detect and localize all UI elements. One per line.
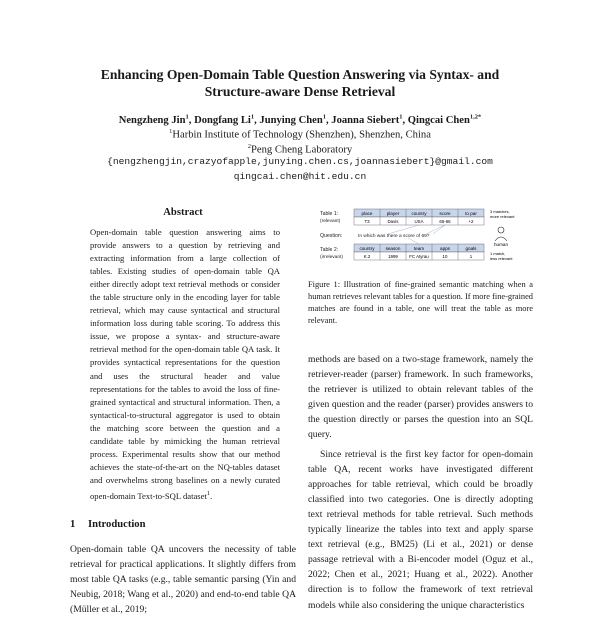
abstract-body: Open-domain table question answering aims to provide answers to a question by retrieving and extracting information from a large collection of tables. Existing studies of open-domain table QA either directly adopt text retrieval methods or consider the table structure only in the encoding layer for table retrieval, which may cause syntactical and structural information loss during table scoring. To address this issue, we propose a syntax- and structure-aware retrieval method for the open-domain table QA task. It provides syntactical representations for the question and uses the structural header and value representations for the tables to avoid the loss of fine-grained syntactical and structural information. Then, a syntactical-to-structural aggregator is used to obtain the matching score between the question and a candidate table by mimicking the human retrieval process. Experimental results show that our method achieves the state-of-the-art on the NQ-tables dataset and overwhelms strong baselines on a newly curated open-domain Text-to-SQL dataset$^1$. (90, 227, 280, 501)
fig-t1-value: T3 (364, 219, 370, 224)
affiliation-1: $^1$Harbin Institute of Technology (Shenzhen), Shenzhen, China (169, 128, 431, 141)
fig-t2-header: apps (440, 246, 450, 251)
author: Dongfang Li$^1$, (194, 113, 260, 126)
right-column-text (308, 352, 533, 613)
fig-t2-header: country (359, 246, 375, 251)
emails-line-2: qingcai.chen@hit.edu.cn (233, 171, 367, 182)
fig-t1-value: Davis (387, 219, 399, 224)
fig-t1-header: to par (465, 211, 477, 216)
fig-t1-header: player (386, 211, 400, 216)
fig-table-1 (354, 209, 484, 225)
figure-caption: Figure 1: Illustration of fine-grained semantic matching when a human retrieves relevant tables for a question. If more fine-grained matches are found in a table, one will treat the table as more relevant. (308, 280, 533, 325)
section-heading: 1 Introduction (70, 519, 146, 530)
fig-t2-header: season (385, 246, 401, 251)
fig-t2-value: FC Atyrau (409, 254, 429, 259)
fig-t1-value: 66-66 (439, 219, 451, 224)
fig-note-bottom: 1 match, (490, 251, 506, 256)
fig-t2-header: team (413, 246, 425, 251)
fig-table1-sub: (relevant) (320, 219, 341, 224)
fig-t2-value: 1 (469, 254, 473, 259)
fig-table1-label: Table 1: (320, 211, 339, 217)
right-paragraph-1: methods are based on a two-stage framework, namely the retriever-reader (parser) framework. In such frameworks, the retriever is utilized to obtain relevant tables of the given question and the reader (parser) provides answers to the question directly or parses the question into an SQL query. (308, 354, 533, 441)
abstract-heading: Abstract (163, 207, 203, 218)
fig-note-top-2: more relevant (490, 214, 515, 219)
fig-human-label: human (493, 242, 509, 247)
fig-t2-header: goals (465, 246, 477, 251)
fig-t1-value: USA (414, 219, 424, 224)
fig-table2-sub: (irrelevant) (320, 255, 343, 260)
fig-t1-header: country (411, 211, 427, 216)
human-icon (495, 227, 507, 241)
fig-table2-label: Table 2: (320, 247, 339, 253)
affiliation-2: $^2$Peng Cheng Laboratory (247, 143, 353, 156)
author: Junying Chen$^1$, (259, 113, 332, 126)
fig-t1-header: score (439, 211, 451, 216)
fig-note-bottom-2: less relevant (490, 256, 513, 261)
fig-note-top: 3 matches, (490, 209, 510, 214)
title-line-1: Enhancing Open-Domain Table Question Answering via Syntax- and (100, 67, 500, 82)
author: Joanna Siebert$^1$, (331, 113, 408, 126)
title-line-2: Structure-aware Dense Retrieval (204, 84, 396, 99)
fig-match-lines (388, 225, 445, 234)
paper-title (40, 66, 560, 100)
fig-t2-value: 10 (442, 254, 448, 259)
fig-t1-header: place (361, 211, 373, 216)
author: Qingcai Chen$^{1,2*}$ (407, 113, 482, 126)
fig-t2-value: K.2 (363, 254, 371, 259)
intro-paragraph: Open-domain table QA uncovers the necessity of table retrieval for practical applications. It slightly differs from most table QA tasks (e.g., table semantic parsing (Yin and Neubig, 2018; Wang et al., 2020) and end-to-end table QA (Müller et al., 2019; (70, 544, 296, 615)
author: Nengzheng Jin$^1$, (118, 113, 195, 126)
fig-t1-value: +2 (468, 219, 474, 224)
fig-table-2 (354, 244, 484, 260)
emails-line-1: {nengzhengjin,crazyofapple,junying.chen.cs,joannasiebert}@gmail.com (107, 156, 493, 167)
figure-1 (318, 206, 530, 268)
fig-question-label: Question: (320, 233, 343, 239)
right-paragraph-2: Since retrieval is the first key factor for open-domain table QA, recent works have investigated different approaches for table retrieval, which could be broadly classified into two categories. One is directly adopting text retrieval methods for table retrieval. Such methods typically linearize the tables into text and apply sparse text retrieval (e.g., BM25) (Li et al., 2021) or dense passage retrieval with a Bi-encoder model (Oguz et al., 2022; Chen et al., 2021; Huang et al., 2022). Another direction is to follow the framework of text retrieval models while also considering the unique characteristics (308, 448, 533, 611)
fig-t2-value: 1999 (388, 254, 398, 259)
fig-question-text: In which was there a score of 69? (358, 234, 430, 239)
